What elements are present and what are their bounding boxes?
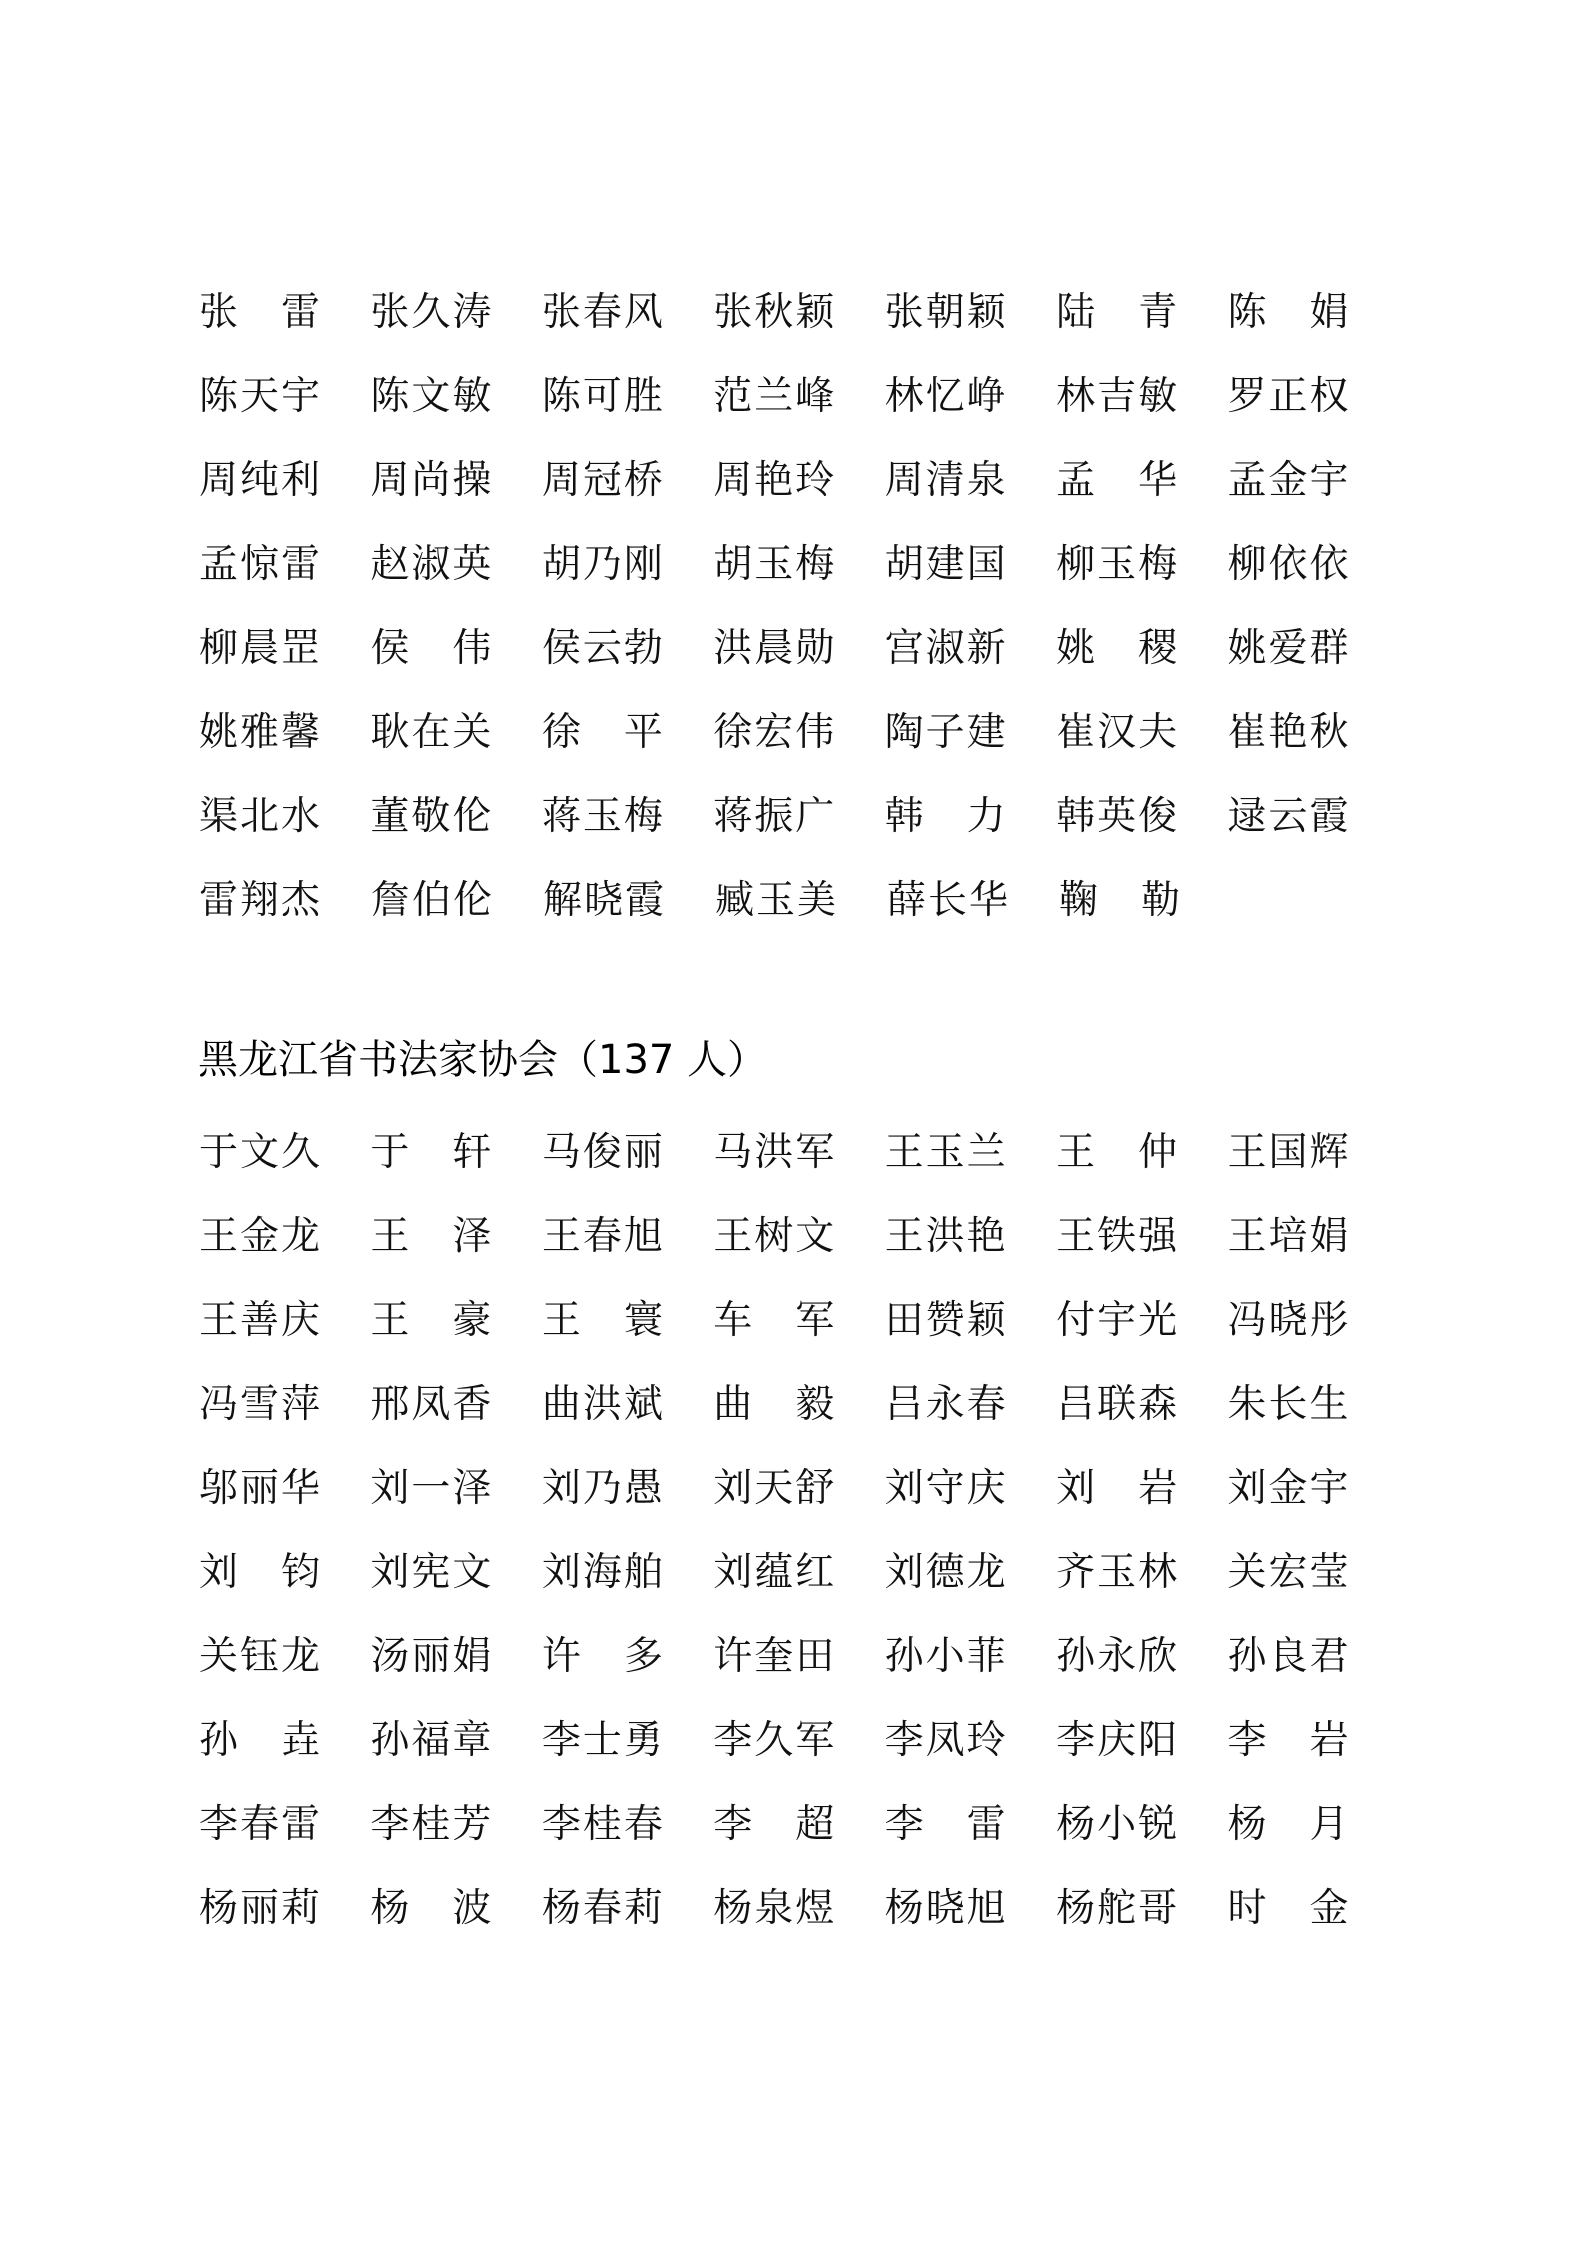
person-name: 李 久 军 — [713, 1717, 835, 1763]
person-name: 李 桂 春 — [541, 1801, 663, 1847]
person-name: 胡 乃 刚 — [541, 541, 663, 587]
person-name: 刘 天 舒 — [713, 1465, 835, 1511]
person-name: 许 奎 田 — [713, 1633, 835, 1679]
person-name: 王 树 文 — [713, 1213, 835, 1259]
person-name: 王 玉 兰 — [884, 1129, 1006, 1175]
person-name: 崔 艳 秋 — [1227, 709, 1349, 755]
person-name: 孟 华 — [1056, 457, 1178, 503]
person-name: 李 桂 芳 — [370, 1801, 492, 1847]
person-name: 车 军 — [713, 1297, 835, 1343]
section-title: 黑龙江省书法家协会（137 人） — [198, 1037, 768, 1083]
name-row — [198, 270, 1398, 354]
person-name: 于 轩 — [370, 1129, 492, 1175]
person-name: 韩 力 — [884, 793, 1006, 839]
person-name: 许 多 — [541, 1633, 663, 1679]
person-name: 时 金 — [1227, 1885, 1349, 1931]
person-name: 李 春 雷 — [198, 1801, 320, 1847]
name-list-continued — [198, 270, 1398, 942]
person-name: 邬 丽 华 — [198, 1465, 320, 1511]
person-name: 冯 晓 彤 — [1227, 1297, 1349, 1343]
person-name: 李 庆 阳 — [1056, 1717, 1178, 1763]
name-row — [198, 522, 1398, 606]
name-row — [198, 1614, 1398, 1698]
person-name: 孙 福 章 — [370, 1717, 492, 1763]
person-name: 解 晓 霞 — [542, 877, 664, 923]
person-name: 刘 蕴 红 — [713, 1549, 835, 1595]
person-name: 鞠 勒 — [1058, 877, 1180, 923]
person-name: 周 纯 利 — [198, 457, 320, 503]
person-name: 刘 钧 — [198, 1549, 320, 1595]
person-name: 薛 长 华 — [886, 877, 1008, 923]
person-name: 姚 爱 群 — [1227, 625, 1349, 671]
person-name: 孙 小 菲 — [884, 1633, 1006, 1679]
person-name: 臧 玉 美 — [714, 877, 836, 923]
name-row — [198, 1278, 1398, 1362]
person-name: 王 金 龙 — [198, 1213, 320, 1259]
person-name: 范 兰 峰 — [713, 373, 835, 419]
person-name: 韩 英 俊 — [1056, 793, 1178, 839]
person-name: 杨 月 — [1227, 1801, 1349, 1847]
person-name: 逯 云 霞 — [1227, 793, 1349, 839]
person-name: 杨 波 — [370, 1885, 492, 1931]
person-name: 孙 垚 — [198, 1717, 320, 1763]
person-name: 李 超 — [713, 1801, 835, 1847]
person-name: 周 尚 操 — [370, 457, 492, 503]
person-name: 刘 岩 — [1056, 1465, 1178, 1511]
person-name: 陶 子 建 — [884, 709, 1006, 755]
person-name: 冯 雪 萍 — [198, 1381, 320, 1427]
person-name: 林 吉 敏 — [1056, 373, 1178, 419]
person-name: 耿 在 关 — [370, 709, 492, 755]
person-name: 陈 娟 — [1227, 289, 1349, 335]
person-name: 柳 依 依 — [1227, 541, 1349, 587]
person-name: 侯 伟 — [370, 625, 492, 671]
person-name: 徐 平 — [541, 709, 663, 755]
person-name: 王 善 庆 — [198, 1297, 320, 1343]
person-name: 胡 建 国 — [884, 541, 1006, 587]
person-name: 孟 惊 雷 — [198, 541, 320, 587]
name-row — [198, 354, 1398, 438]
person-name: 邢 凤 香 — [370, 1381, 492, 1427]
person-name: 刘 金 宇 — [1227, 1465, 1349, 1511]
person-name: 刘 海 舶 — [541, 1549, 663, 1595]
person-name: 张 雷 — [198, 289, 320, 335]
person-name: 姚 雅 馨 — [198, 709, 320, 755]
person-name: 侯 云 勃 — [541, 625, 663, 671]
person-name: 詹 伯 伦 — [370, 877, 492, 923]
person-name: 付 宇 光 — [1056, 1297, 1178, 1343]
person-name: 张 秋 颖 — [713, 289, 835, 335]
person-name: 曲 毅 — [713, 1381, 835, 1427]
person-name: 刘 宪 文 — [370, 1549, 492, 1595]
name-row — [198, 1446, 1398, 1530]
person-name: 刘 一 泽 — [370, 1465, 492, 1511]
person-name: 崔 汉 夫 — [1056, 709, 1178, 755]
person-name: 陈 可 胜 — [541, 373, 663, 419]
person-name: 柳 玉 梅 — [1056, 541, 1178, 587]
person-name: 杨 春 莉 — [541, 1885, 663, 1931]
person-name: 孟 金 宇 — [1227, 457, 1349, 503]
person-name: 关 钰 龙 — [198, 1633, 320, 1679]
person-name: 王 培 娟 — [1227, 1213, 1349, 1259]
name-row — [198, 1530, 1398, 1614]
person-name: 吕 永 春 — [884, 1381, 1006, 1427]
person-name: 关 宏 莹 — [1227, 1549, 1349, 1595]
person-name: 马 俊 丽 — [541, 1129, 663, 1175]
person-name: 张 朝 颖 — [884, 289, 1006, 335]
person-name: 王 泽 — [370, 1213, 492, 1259]
person-name: 张 春 风 — [541, 289, 663, 335]
name-row — [198, 1194, 1398, 1278]
name-row — [198, 858, 1398, 942]
person-name: 蒋 玉 梅 — [541, 793, 663, 839]
person-name: 王 春 旭 — [541, 1213, 663, 1259]
name-row — [198, 1782, 1398, 1866]
person-name: 周 艳 玲 — [713, 457, 835, 503]
person-name: 渠 北 水 — [198, 793, 320, 839]
person-name: 雷 翔 杰 — [198, 877, 320, 923]
person-name: 赵 淑 英 — [370, 541, 492, 587]
person-name: 吕 联 森 — [1056, 1381, 1178, 1427]
name-row — [198, 606, 1398, 690]
person-name: 刘 乃 愚 — [541, 1465, 663, 1511]
person-name: 王 铁 强 — [1056, 1213, 1178, 1259]
person-name: 罗 正 权 — [1227, 373, 1349, 419]
person-name: 杨 丽 莉 — [198, 1885, 320, 1931]
person-name: 齐 玉 林 — [1056, 1549, 1178, 1595]
person-name: 杨 小 锐 — [1056, 1801, 1178, 1847]
person-name: 李 凤 玲 — [884, 1717, 1006, 1763]
person-name: 刘 德 龙 — [884, 1549, 1006, 1595]
person-name: 陈 天 宇 — [198, 373, 320, 419]
person-name: 孙 永 欣 — [1056, 1633, 1178, 1679]
person-name: 田 赞 颖 — [884, 1297, 1006, 1343]
person-name: 王 国 辉 — [1227, 1129, 1349, 1175]
person-name: 姚 稷 — [1056, 625, 1178, 671]
person-name: 李 雷 — [884, 1801, 1006, 1847]
person-name: 周 冠 桥 — [541, 457, 663, 503]
person-name: 柳 晨 罡 — [198, 625, 320, 671]
person-name: 李 岩 — [1227, 1717, 1349, 1763]
person-name: 洪 晨 勋 — [713, 625, 835, 671]
person-name: 王 洪 艳 — [884, 1213, 1006, 1259]
name-row — [198, 1866, 1398, 1950]
person-name: 曲 洪 斌 — [541, 1381, 663, 1427]
name-row — [198, 438, 1398, 522]
person-name: 林 忆 峥 — [884, 373, 1006, 419]
person-name: 朱 长 生 — [1227, 1381, 1349, 1427]
name-list-calligraphers-association — [198, 1110, 1398, 1950]
person-name: 杨 舵 哥 — [1056, 1885, 1178, 1931]
person-name: 王 仲 — [1056, 1129, 1178, 1175]
person-name: 李 士 勇 — [541, 1717, 663, 1763]
person-name: 胡 玉 梅 — [713, 541, 835, 587]
person-name: 陆 青 — [1056, 289, 1178, 335]
name-row — [198, 774, 1398, 858]
name-row — [198, 1362, 1398, 1446]
person-name: 刘 守 庆 — [884, 1465, 1006, 1511]
person-name: 王 寰 — [541, 1297, 663, 1343]
person-name: 宫 淑 新 — [884, 625, 1006, 671]
person-name: 杨 泉 煜 — [713, 1885, 835, 1931]
person-name: 孙 良 君 — [1227, 1633, 1349, 1679]
person-name: 杨 晓 旭 — [884, 1885, 1006, 1931]
person-name: 于 文 久 — [198, 1129, 320, 1175]
person-name: 马 洪 军 — [713, 1129, 835, 1175]
person-name: 张 久 涛 — [370, 289, 492, 335]
person-name: 王 豪 — [370, 1297, 492, 1343]
name-row — [198, 690, 1398, 774]
person-name: 陈 文 敏 — [370, 373, 492, 419]
person-name: 徐 宏 伟 — [713, 709, 835, 755]
name-row — [198, 1110, 1398, 1194]
person-name: 蒋 振 广 — [713, 793, 835, 839]
person-name: 汤 丽 娟 — [370, 1633, 492, 1679]
name-row — [198, 1698, 1398, 1782]
person-name: 董 敬 伦 — [370, 793, 492, 839]
person-name: 周 清 泉 — [884, 457, 1006, 503]
